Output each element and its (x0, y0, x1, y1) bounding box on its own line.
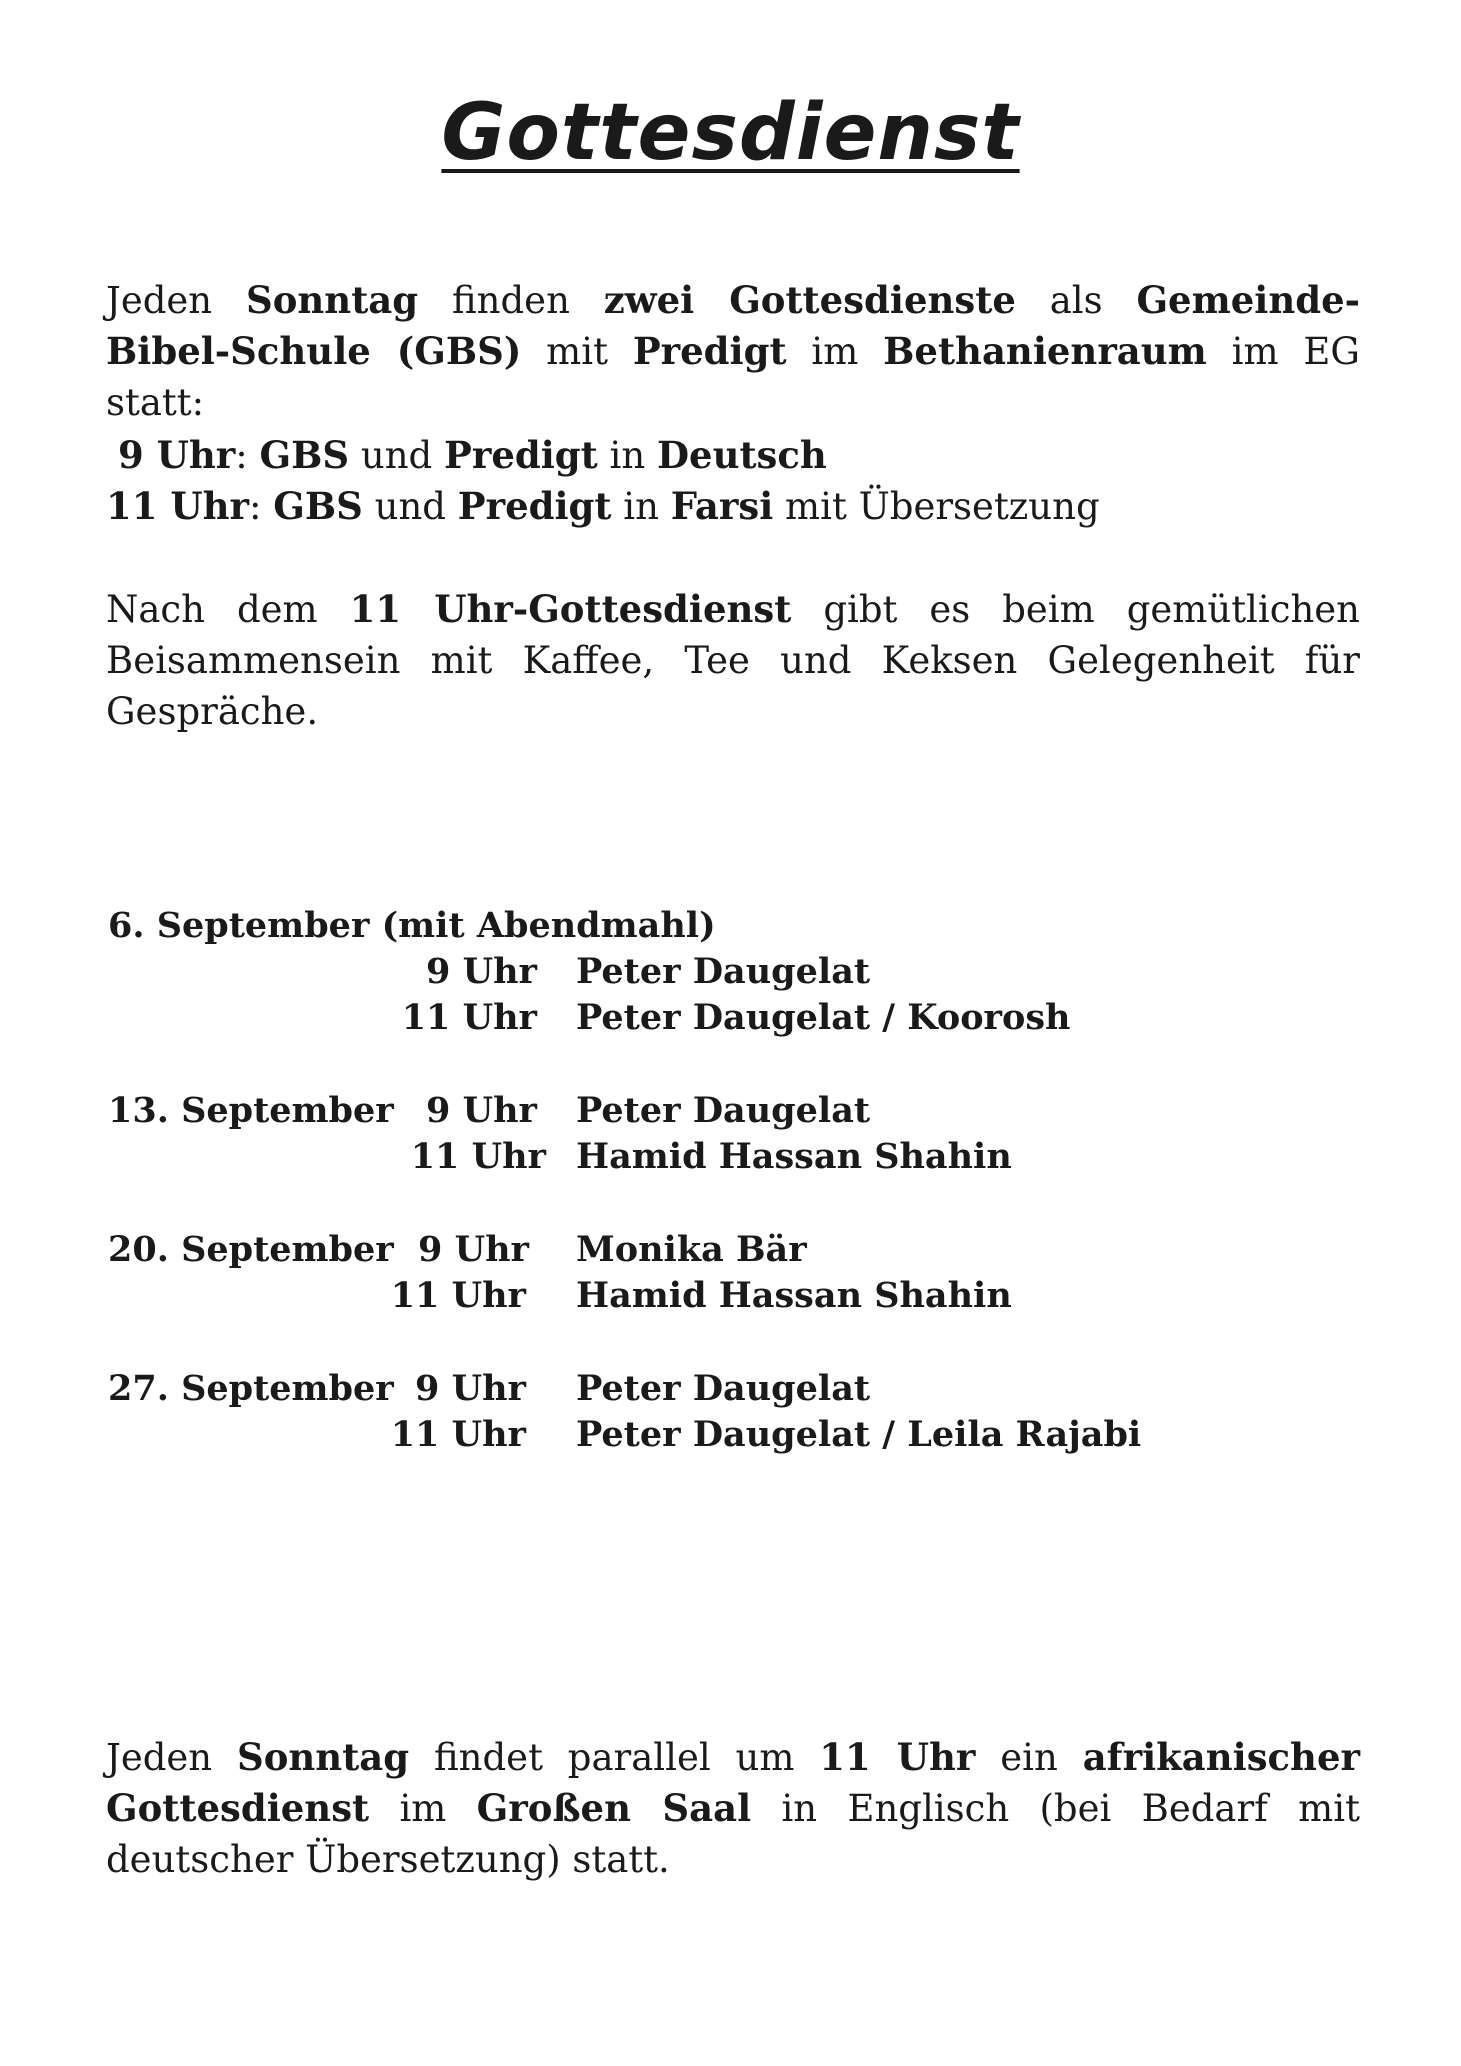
service-language: Farsi (670, 484, 774, 528)
service-text: und (362, 485, 458, 528)
schedule-date: 6. September (mit Abendmahl) (108, 905, 716, 946)
african-text: findet parallel um (409, 1736, 820, 1779)
page-title: Gottesdienst (441, 88, 1020, 178)
intro-text: EG statt: (106, 330, 1360, 424)
intro-sunday: Sonntag (246, 278, 419, 322)
schedule-row (0, 997, 1461, 1043)
fellowship-text: Nach dem (106, 588, 350, 631)
schedule-time: 9 Uhr (426, 1090, 537, 1131)
schedule-preacher: Hamid Hassan Shahin (576, 1136, 1012, 1177)
intro-paragraph (106, 275, 1360, 428)
schedule-time: 11 Uhr (410, 1136, 546, 1177)
service-text: und (349, 434, 444, 477)
schedule-time: 9 Uhr (426, 951, 537, 992)
service-time: 9 Uhr (118, 433, 236, 477)
intro-gemeinde: Gemeinde- (1136, 278, 1361, 322)
intro-text: Jeden (106, 279, 246, 322)
intro-text: im (1206, 330, 1279, 373)
schedule-row (0, 1136, 1461, 1182)
schedule-preacher: Peter Daugelat (576, 1090, 871, 1131)
service-gbs: GBS (259, 433, 350, 477)
schedule-time: 9 Uhr (415, 1368, 526, 1409)
separator: : (249, 485, 274, 528)
service-11 (106, 481, 1360, 532)
separator: : (235, 434, 260, 477)
african-text: im (369, 1787, 477, 1830)
african-time: 11 Uhr (819, 1735, 976, 1779)
intro-bethanienraum: Bethanienraum (883, 329, 1207, 373)
schedule-row (0, 1368, 1461, 1414)
schedule-preacher: Peter Daugelat / Koorosh (576, 997, 1071, 1038)
african-hall: Großen Saal (476, 1786, 752, 1830)
schedule-date: 20. September (108, 1229, 394, 1270)
service-predigt: Predigt (444, 433, 598, 477)
schedule-time: 11 Uhr (390, 1275, 526, 1316)
schedule-preacher: Monika Bär (576, 1229, 807, 1270)
service-text: in (597, 434, 657, 477)
service-text: mit Übersetzung (773, 485, 1100, 528)
african-text: Jeden (106, 1736, 237, 1779)
african-text: ein (975, 1736, 1083, 1779)
fellowship-service: 11 Uhr-Gottesdienst (349, 587, 792, 631)
schedule-date: 27. September (108, 1368, 394, 1409)
service-times (106, 430, 1360, 532)
intro-two-services: zwei Gottesdienste (603, 278, 1016, 322)
schedule-preacher: Hamid Hassan Shahin (576, 1275, 1012, 1316)
intro-predigt: Predigt (632, 329, 787, 373)
service-gbs: GBS (273, 484, 363, 528)
african-service-paragraph (106, 1732, 1360, 1885)
schedule-preacher: Peter Daugelat / Leila Rajabi (576, 1414, 1142, 1455)
schedule-row (0, 1229, 1461, 1275)
intro-text: mit (521, 330, 633, 373)
african-sunday: Sonntag (237, 1735, 410, 1779)
schedule-row (0, 951, 1461, 997)
intro-text: als (1015, 279, 1137, 322)
service-text: in (611, 485, 671, 528)
schedule-row (0, 1275, 1461, 1321)
fellowship-paragraph (106, 584, 1360, 737)
african-service: afrikanischer Gottesdienst (106, 1735, 1360, 1830)
service-predigt: Predigt (457, 484, 612, 528)
fellowship-text: gibt es beim gemütlichen Beisammensein mit Kaffee, Tee und Keksen Gelegenheit für Gespräche. (106, 588, 1361, 733)
african-text: in Englisch (bei Bedarf mit deutscher Übersetzung) statt. (106, 1787, 1360, 1881)
schedule-row (0, 905, 1461, 951)
page-title-container (0, 88, 1461, 178)
schedule-row (0, 1414, 1461, 1460)
intro-text: im (786, 330, 884, 373)
schedule-preacher: Peter Daugelat (576, 951, 871, 992)
service-9 (106, 430, 1360, 481)
intro-text: finden (418, 279, 604, 322)
schedule-time: 11 Uhr (390, 1414, 526, 1455)
service-language: Deutsch (656, 433, 827, 477)
service-time: 11 Uhr (106, 484, 250, 528)
schedule-time: 11 Uhr (401, 997, 537, 1038)
schedule-preacher: Peter Daugelat (576, 1368, 871, 1409)
schedule-date: 13. September (108, 1090, 394, 1131)
schedule-time: 9 Uhr (418, 1229, 529, 1270)
intro-gbs: Bibel-Schule (GBS) (106, 329, 522, 373)
schedule-row (0, 1090, 1461, 1136)
